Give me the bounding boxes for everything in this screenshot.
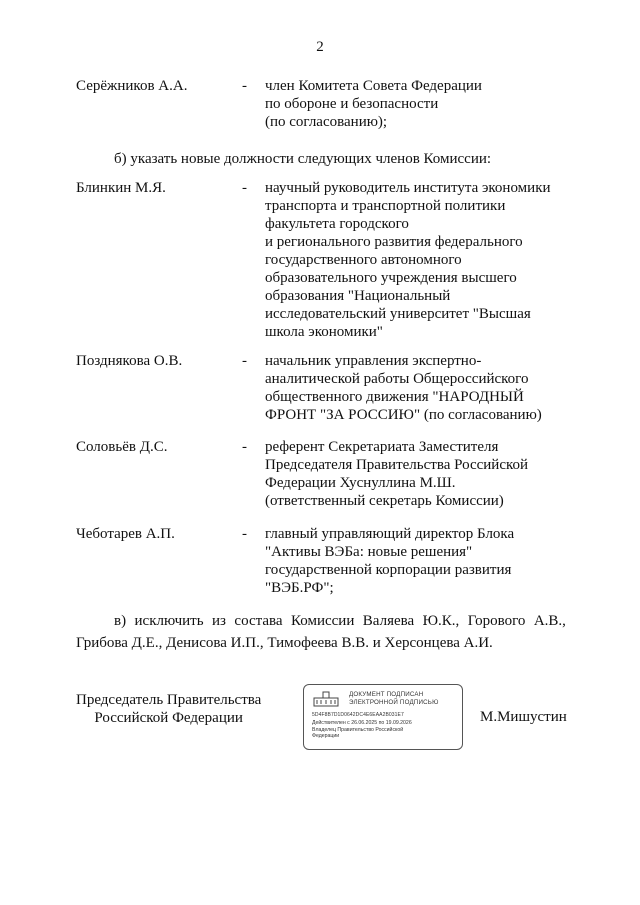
signatory-position: Председатель Правительства Российской Федерации bbox=[76, 692, 262, 726]
electronic-signature-stamp bbox=[303, 684, 463, 750]
signatory-name: М.Мишустин bbox=[480, 709, 567, 725]
stamp-certificate-number: 5D4F8B7D1D0642DC4E6EAA2B031E7 bbox=[312, 712, 404, 718]
dash-separator: - bbox=[242, 353, 247, 369]
coat-of-arms-icon bbox=[313, 691, 339, 707]
paragraph-b: б) указать новые должности следующих членов Комиссии: bbox=[114, 151, 492, 167]
stamp-title: ДОКУМЕНТ ПОДПИСАН ЭЛЕКТРОННОЙ ПОДПИСЬЮ bbox=[349, 691, 439, 706]
member-name: Блинкин М.Я. bbox=[76, 180, 166, 196]
member-role: научный руководитель института экономики транспорта и транспортной политики факультета городского и регионального развития федерального государственного автономного образовательного учреждения высшего образования "Национальный исследовательский университет "Высшая школа экономики" bbox=[265, 180, 551, 340]
member-role: референт Секретариата Заместителя Председателя Правительства Российской Федерации Хуснуллина М.Ш. (ответственный секретарь Комиссии) bbox=[265, 439, 529, 509]
dash-separator: - bbox=[242, 526, 247, 542]
member-name: Соловьёв Д.С. bbox=[76, 439, 168, 455]
member-name: Чеботарев А.П. bbox=[76, 526, 175, 542]
page-number: 2 bbox=[316, 39, 324, 55]
member-role: член Комитета Совета Федерации по обороне и безопасности (по согласованию); bbox=[265, 78, 482, 130]
paragraph-v bbox=[76, 610, 566, 654]
member-role: главный управляющий директор Блока "Активы ВЭБа: новые решения" государственной корпорации развития "ВЭБ.РФ"; bbox=[265, 526, 515, 596]
paragraph-v-line-1: в) исключить из состава Комиссии Валяева Ю.К., Горового А.В., bbox=[114, 613, 566, 629]
dash-separator: - bbox=[242, 180, 247, 196]
paragraph-v-line-2: Грибова Д.Е., Денисова И.П., Тимофеева В.В. и Херсонцева А.И. bbox=[76, 635, 493, 651]
dash-separator: - bbox=[242, 78, 247, 94]
member-name: Серёжников А.А. bbox=[76, 78, 188, 94]
member-name: Позднякова О.В. bbox=[76, 353, 183, 369]
member-role: начальник управления экспертно- аналитической работы Общероссийского общественного движения "НАРОДНЫЙ ФРОНТ "ЗА РОССИЮ" (по согласованию) bbox=[265, 353, 542, 423]
stamp-validity: Действителен с 26.06.2025 по 19.09.2026 Владелец Правительство Российской Федерации bbox=[312, 720, 412, 739]
dash-separator: - bbox=[242, 439, 247, 455]
